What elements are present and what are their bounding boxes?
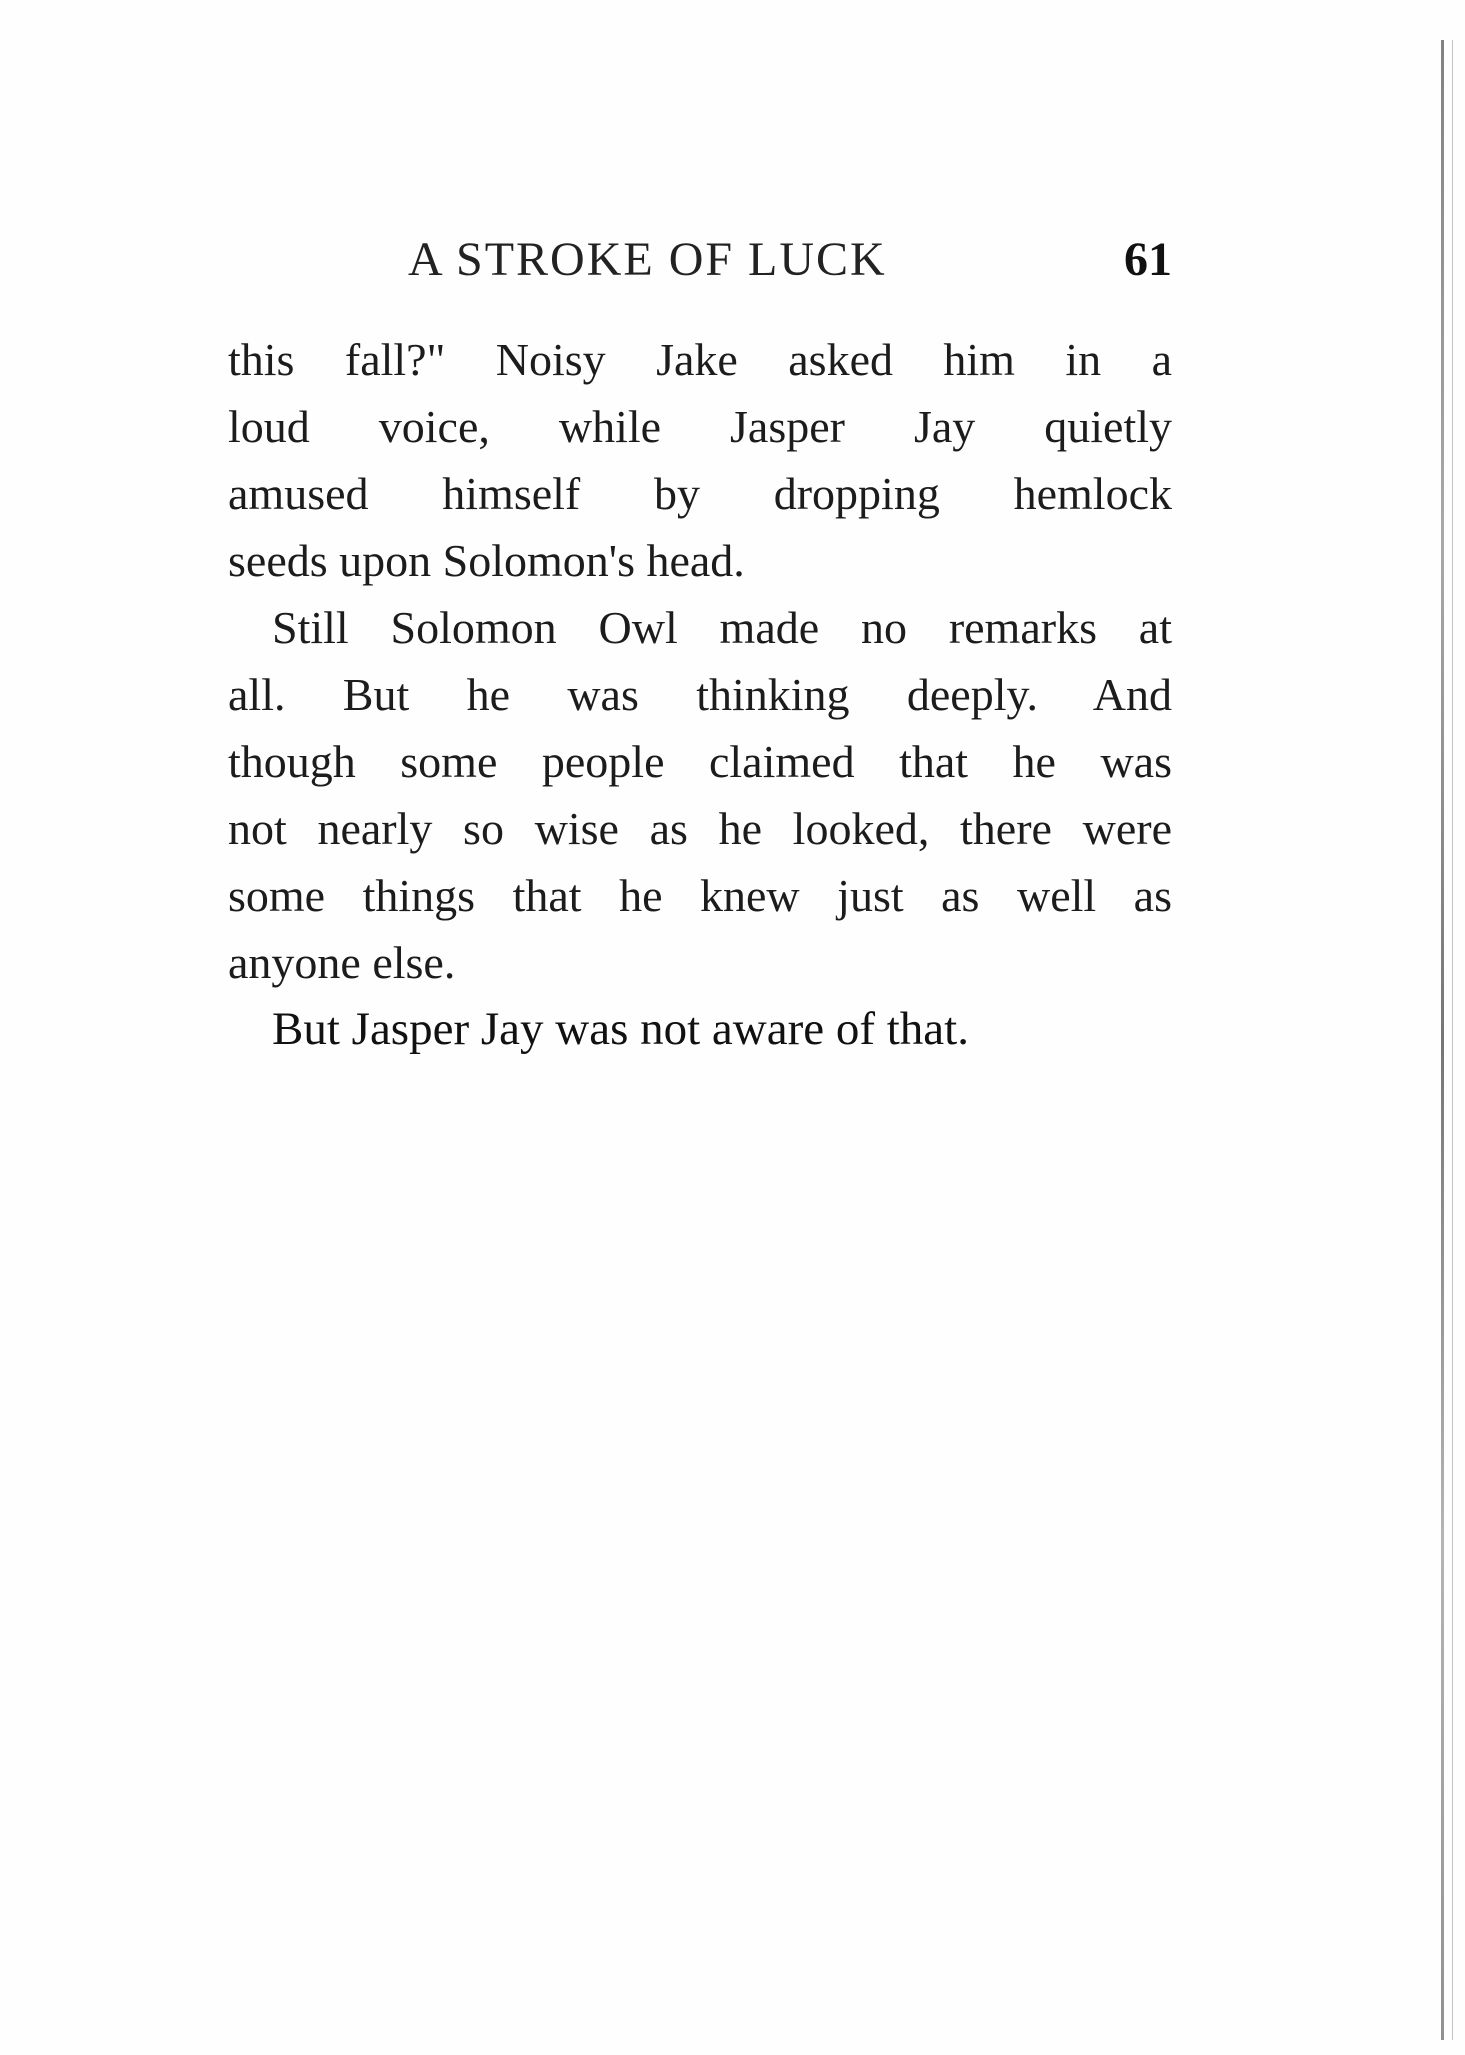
text-line: though some people claimed that he was	[228, 736, 1172, 787]
text-line: this fall?" Noisy Jake asked him in a	[228, 334, 1172, 385]
paragraph-2	[228, 594, 1172, 996]
page-header	[228, 232, 1172, 292]
text-line: seeds upon Solomon's head.	[228, 535, 745, 586]
page-number: 61	[1124, 233, 1172, 286]
binding-edge-line	[1441, 40, 1444, 2040]
text-line: not nearly so wise as he looked, there were	[228, 803, 1172, 854]
paragraph-3	[228, 996, 1172, 1063]
running-head: A STROKE OF LUCK	[408, 233, 887, 286]
text-line: all. But he was thinking deeply. And	[228, 669, 1172, 720]
text-line: some things that he knew just as well as	[228, 870, 1172, 921]
text-line: But Jasper Jay was not aware of that.	[272, 1003, 969, 1055]
text-line: loud voice, while Jasper Jay quietly	[228, 401, 1172, 452]
paragraph-1	[228, 326, 1172, 594]
body-text	[228, 326, 1172, 1063]
text-line: anyone else.	[228, 937, 456, 988]
text-line: Still Solomon Owl made no remarks at	[272, 602, 1172, 653]
binding-edge-line-secondary	[1452, 40, 1453, 2040]
text-line: amused himself by dropping hemlock	[228, 468, 1172, 519]
